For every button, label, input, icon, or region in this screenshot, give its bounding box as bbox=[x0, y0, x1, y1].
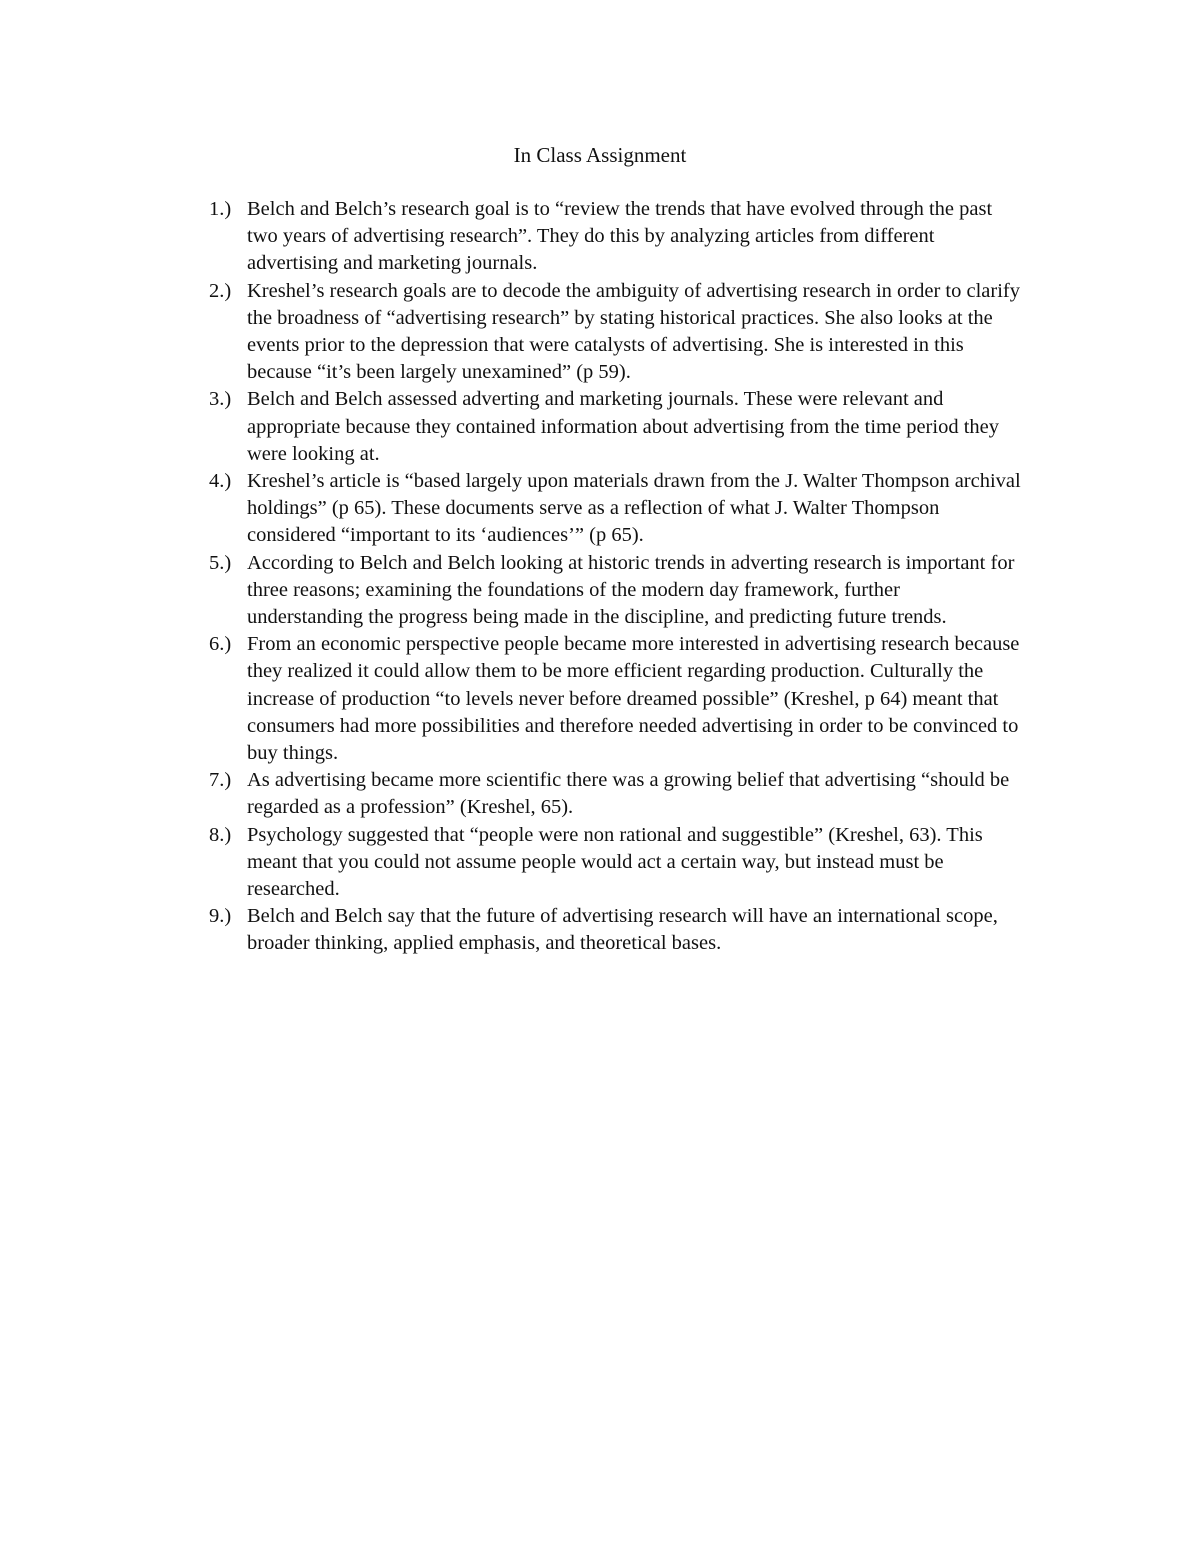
item-text: According to Belch and Belch looking at historic trends in adverting research is important for three reasons; examining the foundations of the modern day framework, further understanding the progress being made in the discipline, and predicting future trends. bbox=[247, 551, 1015, 629]
item-number: 3.) bbox=[209, 388, 232, 411]
list-item bbox=[209, 468, 1021, 550]
item-number: 1.) bbox=[209, 198, 232, 220]
list-item bbox=[209, 278, 1021, 387]
list-item bbox=[209, 550, 1021, 632]
list-item bbox=[209, 822, 1021, 904]
list-item bbox=[209, 386, 1021, 468]
item-text: Kreshel’s article is “based largely upon materials drawn from the J. Walter Thompson archival holdings” (p 65). These documents serve as a reflection of what J. Walter Thompson considered “important to its ‘audiences’” (p 65). bbox=[247, 470, 1021, 547]
item-number: 6.) bbox=[209, 633, 232, 656]
list-item bbox=[209, 631, 1021, 767]
item-number: 4.) bbox=[209, 470, 232, 493]
item-number: 2.) bbox=[209, 279, 232, 302]
item-text: Belch and Belch’s research goal is to “review the trends that have evolved through the past two years of advertising research”. They do this by analyzing articles from different advertising and marketing journals. bbox=[247, 198, 993, 275]
assignment-list bbox=[209, 196, 1021, 958]
item-text: Belch and Belch say that the future of advertising research will have an international scope, broader thinking, applied emphasis, and theoretical bases. bbox=[247, 905, 998, 955]
item-number: 7.) bbox=[209, 769, 232, 792]
item-text: As advertising became more scientific there was a growing belief that advertising “should be regarded as a profession” (Kreshel, 65). bbox=[247, 769, 1010, 819]
item-number: 9.) bbox=[209, 905, 232, 928]
item-text: Kreshel’s research goals are to decode the ambiguity of advertising research in order to clarify the broadness of “advertising research” by stating historical practices. She also looks at the events prior to the depression that were catalysts of advertising. She is interested in this because “it’s been largely unexamined” (p 59). bbox=[247, 279, 1020, 384]
list-item bbox=[209, 196, 1021, 278]
item-number: 5.) bbox=[209, 551, 232, 574]
item-text: Psychology suggested that “people were non rational and suggestible” (Kreshel, 63). This meant that you could not assume people would act a certain way, but instead must be researched. bbox=[247, 823, 983, 901]
document-title: In Class Assignment bbox=[513, 143, 687, 167]
list-item bbox=[209, 903, 1021, 957]
item-text: Belch and Belch assessed adverting and marketing journals. These were relevant and appropriate because they contained information about advertising from the time period they were looking at. bbox=[247, 388, 999, 465]
item-text: From an economic perspective people became more interested in advertising research because they realized it could allow them to be more efficient regarding production. Culturally the increase of production “to levels never before dreamed possible” (Kreshel, p 64) meant that consumers had more possibilities and therefore needed advertising in order to be convinced to buy things. bbox=[247, 633, 1020, 765]
list-item bbox=[209, 767, 1021, 821]
item-number: 8.) bbox=[209, 823, 232, 846]
